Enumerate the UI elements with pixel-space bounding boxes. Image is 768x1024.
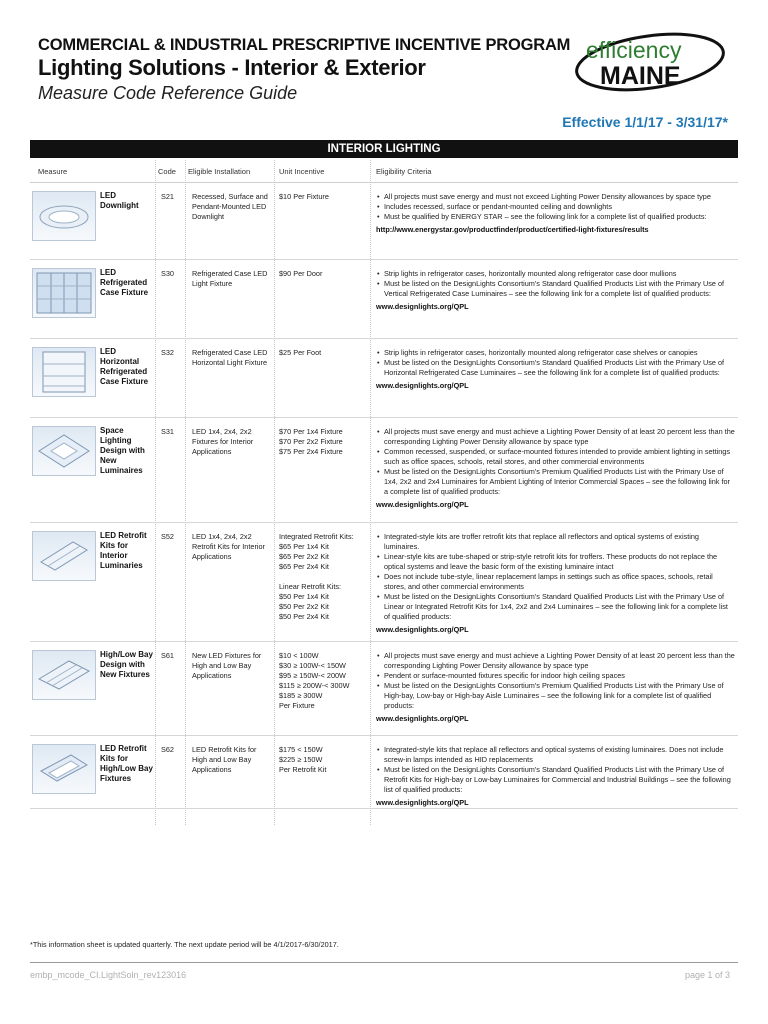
unit-incentive: [279, 348, 367, 358]
measure-name: Space Lighting Design with New Luminaires: [100, 426, 145, 475]
incentive-line: $10 < 100W: [279, 651, 319, 660]
efficiency-maine-logo: [566, 28, 726, 98]
incentive-line: Per Retrofit Kit: [279, 765, 327, 774]
table-row: [30, 339, 738, 418]
high-bay-image: [32, 650, 96, 700]
criteria-item: • Integrated-style kits are troffer retrofit kits that replace all reflectors and optical systems of existing luminaires.: [384, 532, 736, 552]
criteria-item: • Does not include tube-style, linear replacement lamps in settings such as office spaces, schools, retail stores, and other commercial environments: [384, 572, 736, 592]
table-row: [30, 523, 738, 642]
incentive-line: $50 Per 2x4 Kit: [279, 612, 329, 621]
unit-incentive: [279, 192, 367, 202]
incentive-line: $50 Per 2x2 Kit: [279, 602, 329, 611]
criteria-item: • All projects must save energy and must not exceed Lighting Power Density allowances by space type: [384, 192, 736, 202]
criteria-item: • All projects must save energy and must achieve a Lighting Power Density of at least 20 percent less than the corresponding Lighting Power Density allowance by space type: [384, 651, 736, 671]
incentive-line: Linear Retrofit Kits:: [279, 582, 342, 591]
troffer-image: [32, 426, 96, 476]
qualified-products-link[interactable]: www.designlights.org/QPL: [376, 381, 469, 390]
eligibility-criteria: [376, 532, 736, 635]
criteria-item: • Strip lights in refrigerator cases, horizontally mounted along refrigerator case door mullions: [384, 269, 736, 279]
eligible-installation: Refrigerated Case LED Horizontal Light Fixture: [192, 348, 268, 367]
eligibility-criteria: [376, 348, 736, 391]
qualified-products-link[interactable]: www.designlights.org/QPL: [376, 625, 469, 634]
criteria-item: • Pendent or surface-mounted fixtures specific for indoor high ceiling spaces: [384, 671, 736, 681]
qualified-products-link[interactable]: http://www.energystar.gov/productfinder/product/certified-light-fixtures/results: [376, 225, 649, 234]
logo-text-bottom: MAINE: [600, 62, 681, 90]
eligibility-criteria: [376, 745, 736, 808]
footer-divider: [30, 962, 738, 963]
document-id: embp_mcode_CI.LightSoln_rev123016: [30, 970, 187, 980]
measure-name: LED Retrofit Kits for High/Low Bay Fixtures: [100, 744, 153, 783]
incentive-line: $95 ≥ 150W-< 200W: [279, 671, 346, 680]
measure-code: S30: [161, 269, 174, 278]
table-row: [30, 642, 738, 736]
measure-name: LED Retrofit Kits for Interior Luminaries: [100, 531, 147, 570]
table-row: [30, 260, 738, 339]
col-code: Code: [158, 167, 176, 176]
criteria-item: • Integrated-style kits that replace all reflectors and optical systems of existing luminaires. Does not include screw-in lamps intended as HID replacements: [384, 745, 736, 765]
eligibility-criteria: [376, 192, 736, 235]
incentive-spacer: [279, 572, 367, 582]
criteria-item: • Must be listed on the DesignLights Consortium's Standard Qualified Products List with the Primary Use of Linear or Integrated Retrofit Kits for 1x4, 2x2 and 2x4 Luminaires – see the following link for a complete list of qualified products:: [384, 592, 736, 622]
measure-code: S32: [161, 348, 174, 357]
section-header: INTERIOR LIGHTING: [30, 140, 738, 158]
criteria-item: • Includes recessed, surface or pendant-mounted ceiling and downlights: [384, 202, 736, 212]
criteria-item: • Common recessed, suspended, or surface-mounted fixtures intended to provide ambient lighting in settings such as office spaces, schools, retail stores, and other commercial environments: [384, 447, 736, 467]
qualified-products-link[interactable]: www.designlights.org/QPL: [376, 798, 469, 807]
qualified-products-link[interactable]: www.designlights.org/QPL: [376, 500, 469, 509]
incentive-line: $30 ≥ 100W-< 150W: [279, 661, 346, 670]
incentive-line: $25 Per Foot: [279, 348, 322, 357]
criteria-item: • Must be listed on the DesignLights Consortium's Standard Qualified Products List with the Primary Use of Vertical Refrigerated Case Luminaires – see the following link for a complete list of qualified products:: [384, 279, 736, 299]
incentive-line: $115 ≥ 200W-< 300W: [279, 681, 350, 690]
unit-incentive: [279, 427, 367, 457]
incentive-line: $65 Per 1x4 Kit: [279, 542, 329, 551]
program-title: COMMERCIAL & INDUSTRIAL PRESCRIPTIVE INCENTIVE PROGRAM: [38, 36, 571, 54]
incentive-line: $175 < 150W: [279, 745, 323, 754]
footnote: *This information sheet is updated quarterly. The next update period will be 4/1/2017-6/30/2017.: [30, 940, 339, 949]
unit-incentive: [279, 269, 367, 279]
eligibility-criteria: [376, 651, 736, 724]
table-row: [30, 183, 738, 260]
document-subtitle: Measure Code Reference Guide: [38, 83, 298, 103]
measure-code: S52: [161, 532, 174, 541]
eligibility-criteria: [376, 427, 736, 510]
retrofit-kit-image: [32, 531, 96, 581]
refrigerated-case-image: [32, 268, 96, 318]
col-installation: Eligible Installation: [188, 167, 251, 176]
col-incentive: Unit Incentive: [279, 167, 325, 176]
measure-code: S31: [161, 427, 174, 436]
eligible-installation: LED 1x4, 2x4, 2x2 Retrofit Kits for Interior Applications: [192, 532, 265, 561]
column-headers: [30, 160, 738, 183]
horizontal-case-image: [32, 347, 96, 397]
incentive-line: $70 Per 1x4 Fixture: [279, 427, 343, 436]
incentive-line: Per Fixture: [279, 701, 315, 710]
qualified-products-link[interactable]: www.designlights.org/QPL: [376, 302, 469, 311]
incentive-line: $70 Per 2x2 Fixture: [279, 437, 343, 446]
eligible-installation: LED 1x4, 2x4, 2x2 Fixtures for Interior Applications: [192, 427, 254, 456]
incentive-line: $50 Per 1x4 Kit: [279, 592, 329, 601]
measure-code: S61: [161, 651, 174, 660]
incentive-line: $225 ≥ 150W: [279, 755, 323, 764]
criteria-item: • All projects must save energy and must achieve a Lighting Power Density of at least 20 percent less than the corresponding Lighting Power Density allowance by space type: [384, 427, 736, 447]
effective-dates: Effective 1/1/17 - 3/31/17*: [562, 114, 728, 130]
document-title: Lighting Solutions - Interior & Exterior: [38, 55, 426, 80]
incentive-line: $185 ≥ 300W: [279, 691, 323, 700]
measure-code: S21: [161, 192, 174, 201]
eligible-installation: LED Retrofit Kits for High and Low Bay Applications: [192, 745, 257, 774]
criteria-item: • Must be listed on the DesignLights Consortium's Premium Qualified Products List with the Primary Use of High-bay, Low-bay or High-bay Aisle Luminaires – see the following link for a complete list of qualified products:: [384, 681, 736, 711]
incentive-line: $10 Per Fixture: [279, 192, 329, 201]
measure-name: LED Horizontal Refrigerated Case Fixture: [100, 347, 149, 386]
eligible-installation: Recessed, Surface and Pendant-Mounted LED Downlight: [192, 192, 268, 221]
measure-code: S62: [161, 745, 174, 754]
table-row: [30, 418, 738, 523]
col-criteria: Eligibility Criteria: [376, 167, 432, 176]
criteria-item: • Must be listed on the DesignLights Consortium's Standard Qualified Products List with the Primary Use of Retrofit Kits for High-bay or Low-bay Luminaires for Commercial and Industrial Buildings – see the following list of qualified products:: [384, 765, 736, 795]
incentive-line: $75 Per 2x4 Fixture: [279, 447, 343, 456]
eligibility-criteria: [376, 269, 736, 312]
eligible-installation: Refrigerated Case LED Light Fixture: [192, 269, 268, 288]
criteria-item: • Must be listed on the DesignLights Consortium's Premium Qualified Products List with the Primary Use of 1x4, 2x2 and 2x4 Luminaires for Ambient Lighting of Interior Commercial Spaces – see the following link for a complete list of qualified products:: [384, 467, 736, 497]
incentive-line: Integrated Retrofit Kits:: [279, 532, 354, 541]
logo-text-top: efficiency: [586, 37, 682, 63]
qualified-products-link[interactable]: www.designlights.org/QPL: [376, 714, 469, 723]
incentive-line: $90 Per Door: [279, 269, 323, 278]
incentive-line: $65 Per 2x4 Kit: [279, 562, 329, 571]
unit-incentive: [279, 532, 367, 622]
measure-name: LED Refrigerated Case Fixture: [100, 268, 149, 297]
incentive-line: $65 Per 2x2 Kit: [279, 552, 329, 561]
criteria-item: • Linear-style kits are tube-shaped or strip-style retrofit kits for troffers. These products do not replace the optical systems and leave the basic form of the existing luminaire intact: [384, 552, 736, 572]
unit-incentive: [279, 651, 367, 711]
page-number: page 1 of 3: [684, 970, 730, 980]
criteria-item: • Strip lights in refrigerator cases, horizontally mounted along refrigerator case shelves or canopies: [384, 348, 736, 358]
measure-name: LED Downlight: [100, 191, 139, 210]
high-bay-retrofit-image: [32, 744, 96, 794]
table-row: [30, 736, 738, 809]
eligible-installation: New LED Fixtures for High and Low Bay Applications: [192, 651, 262, 680]
criteria-item: • Must be qualified by ENERGY STAR – see the following link for a complete list of qualified products:: [384, 212, 736, 222]
criteria-item: • Must be listed on the DesignLights Consortium's Standard Qualified Products List with the Primary Use of Horizontal Refrigerated Case Luminaires – see the following link for a complete list of qualified products:: [384, 358, 736, 378]
measure-name: High/Low Bay Design with New Fixtures: [100, 650, 153, 679]
col-measure: Measure: [38, 167, 68, 176]
unit-incentive: [279, 745, 367, 775]
led-downlight-image: [32, 191, 96, 241]
